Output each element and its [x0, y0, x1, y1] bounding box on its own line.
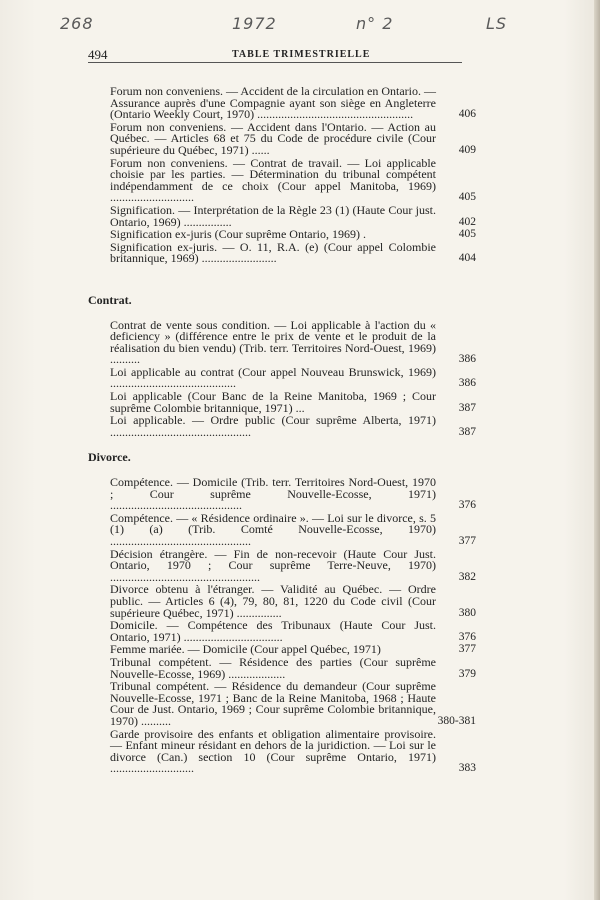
margin-note-issue: n° 2: [356, 14, 394, 33]
index-entry: [88, 364, 488, 391]
entry-page-ref: 405: [458, 191, 476, 204]
index-entry: [88, 317, 488, 367]
entry-text: Compétence. — Domicile (Trib. terr. Territoires Nord-Ouest, 1970 ; Cour suprême Nouvelle-Ecosse, 1971) ............................................: [110, 475, 436, 513]
index-entry: [88, 477, 488, 512]
index-entry: [88, 119, 488, 157]
page-number: 494: [88, 47, 108, 62]
index-section: [88, 86, 488, 281]
entry-text: Loi applicable. — Ordre public (Cour suprême Alberta, 1971) ...............................................: [110, 413, 436, 439]
page-edge-shadow: [594, 0, 600, 900]
entry-page-ref: 379: [458, 667, 476, 680]
index-entry: [88, 681, 488, 727]
entry-page-ref: 377: [458, 643, 476, 656]
index-entry: [88, 654, 488, 681]
entry-page-ref: 409: [458, 143, 476, 156]
entry-page-ref: 387: [458, 401, 476, 414]
entry-text: Forum non conveniens. — Accident de la circulation en Ontario. — Assurance auprès d'une Compagnie ayant son siège en Angleterre (Ontario Weekly Court, 1970) ....................................................: [110, 84, 436, 122]
entry-text: Signification ex-juris. — O. 11, R.A. (e) (Cour appel Colombie britannique, 1969) .........................: [110, 239, 436, 266]
entry-page-ref: 382: [458, 570, 476, 583]
entry-page-ref: 380-381: [437, 714, 476, 727]
entry-page-ref: 386: [458, 353, 476, 366]
entry-text: Décision étrangère. — Fin de non-recevoir (Haute Cour Just. Ontario, 1970 ; Cour suprême Terre-Neuve, 1970) ..................................................: [110, 546, 436, 584]
entry-text: Loi applicable (Cour Banc de la Reine Manitoba, 1969 ; Cour suprême Colombie britannique, 1971) ...: [110, 389, 436, 415]
entry-text: Signification ex-juris (Cour suprême Ontario, 1969) .: [110, 227, 366, 242]
index-entry: [88, 726, 488, 776]
index-entry: [88, 239, 488, 266]
index-entry: [88, 546, 488, 584]
section-title: Divorce.: [88, 450, 131, 465]
entry-text: Domicile. — Compétence des Tribunaux (Haute Cour Just. Ontario, 1971) .................................: [110, 618, 436, 644]
index-body: [88, 86, 488, 775]
entry-page-ref: 380: [458, 606, 476, 619]
entry-page-ref: 386: [458, 377, 476, 390]
section-title: Contrat.: [88, 292, 132, 307]
entry-text: Compétence. — « Résidence ordinaire ». — Loi sur le divorce, s. 5 (1) (a) (Trib. Comté Nouvelle-Ecosse, 1970) ...............................................: [110, 510, 436, 548]
index-entry: [88, 584, 488, 619]
entry-text: Garde provisoire des enfants et obligation alimentaire provisoire. — Enfant mineur résidant en dehors de la juridiction. — Loi sur le divorce (Can.) section 10 (Cour suprême Ontario, 1971) ............................: [110, 726, 436, 776]
index-entry: [88, 391, 488, 414]
entry-text: Tribunal compétent. — Résidence du demandeur (Cour suprême Nouvelle-Ecosse, 1971 ; Banc de la Reine Manitoba, 1968 ; Haute Cour de Just. Ontario, 1969 ; Cour suprême Colombie britannique, 1970) ..........: [110, 679, 436, 728]
index-entry: [88, 155, 488, 205]
index-entry: [88, 415, 488, 438]
entry-text: Signification. — Interprétation de la Règle 23 (1) (Haute Cour just. Ontario, 1969) ................: [110, 202, 436, 229]
entry-page-ref: 376: [458, 499, 476, 512]
index-entry: [88, 86, 488, 121]
margin-note-initials: LS: [486, 14, 508, 33]
entry-page-ref: 405: [458, 228, 476, 241]
running-title: TABLE TRIMESTRIELLE: [232, 49, 371, 60]
entry-page-ref: 402: [458, 215, 476, 228]
index-entry: [88, 229, 488, 241]
index-section: [88, 292, 488, 439]
entry-page-ref: 383: [458, 762, 476, 775]
index-entry: [88, 510, 488, 548]
index-entry: [88, 620, 488, 643]
entry-page-ref: 404: [458, 252, 476, 265]
entry-text: Contrat de vente sous condition. — Loi applicable à l'action du « deficiency » (différence entre le prix de vente et le produit de la réalisation du bien vendu) (Trib. terr. Territoires Nord-Ouest, 1969) ..........: [110, 317, 436, 367]
index-entry: [88, 202, 488, 229]
entry-text: Forum non conveniens. — Accident dans l'Ontario. — Action au Québec. — Articles 68 et 75 du Code de procédure civile (Cour supérieure du Québec, 1971) ......: [110, 119, 436, 157]
margin-note-volume: 268: [60, 14, 94, 33]
entry-page-ref: 377: [458, 535, 476, 547]
section-gap: [88, 265, 488, 281]
entry-page-ref: 387: [458, 425, 476, 438]
entry-text: Femme mariée. — Domicile (Cour appel Québec, 1971): [110, 642, 381, 657]
entry-text: Divorce obtenu à l'étranger. — Validité au Québec. — Ordre public. — Articles 6 (4), 79, 80, 81, 1220 du Code civil (Cour supérieure Québec, 1971) ...............: [110, 582, 436, 620]
entry-page-ref: 406: [458, 108, 476, 121]
header-rule: [88, 62, 462, 63]
entry-text: Forum non conveniens. — Contrat de travail. — Loi applicable choisie par les parties. — Détermination du tribunal compétent indépendamment de ce choix (Cour appel Manitoba, 1969) ............................: [110, 155, 436, 205]
margin-note-year: 1972: [232, 14, 277, 33]
entry-text: Loi applicable au contrat (Cour appel Nouveau Brunswick, 1969) ..........................................: [110, 364, 436, 391]
entry-text: Tribunal compétent. — Résidence des parties (Cour suprême Nouvelle-Ecosse, 1969) ...................: [110, 654, 436, 681]
index-section: [88, 452, 488, 774]
entry-page-ref: 376: [458, 630, 476, 643]
